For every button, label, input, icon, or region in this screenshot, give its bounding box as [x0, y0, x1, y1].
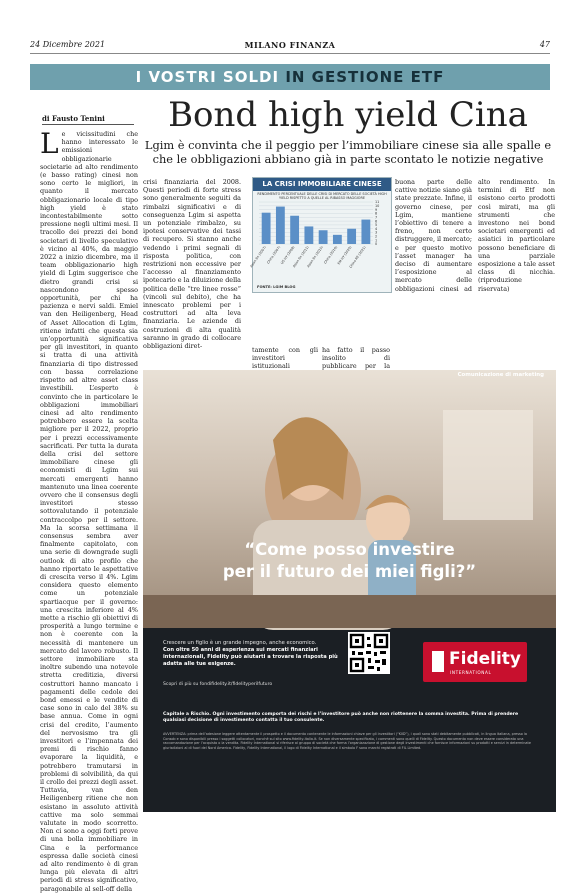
subheadline: Lgim è convinta che il peggio per l’immobiliare cinese sia alle spalle e che le obbligazioni abbiano già in parte scontato le notizie negative: [144, 138, 552, 166]
x-tick-label: China (2007): [266, 245, 282, 265]
ad-copy-bold: Con oltre 50 anni di esperienza sui mercati finanziari internazionali, Fidelity può aiutarti a trovare la risposta più adatta alle tue esigenze.: [163, 647, 338, 667]
x-tick-label: China RE (2021): [348, 245, 367, 269]
qr-code-icon: [348, 632, 390, 674]
chart-bar: [333, 235, 342, 244]
ad-photo-illustration: [143, 370, 556, 628]
qr-code-graphic: [348, 632, 390, 674]
chart-bar: [347, 229, 356, 244]
page-number: 47: [539, 40, 550, 49]
article-column-3: tamente con gli investitori istituzionali: [252, 346, 318, 371]
ad-quote-line-1: “Come posso investire: [244, 540, 455, 559]
chart-subtitle: RENDIMENTO PERCENTUALE DELLE CRISI DI MERCATO DELLE SOCIETÀ HIGH YIELD RISPETTO A QUELLE AL RIBASSO MAGGIORE: [257, 192, 387, 200]
chart-box: [249, 177, 392, 293]
y-tick-label: 4: [375, 226, 378, 231]
chart-bar: [276, 207, 285, 244]
y-tick-label: 8: [375, 211, 378, 216]
y-tick-label: 7: [375, 215, 378, 220]
ad-copy-intro: Crescere un figlio è un grande impegno, anche economico.: [163, 640, 317, 646]
marketing-tag: Comunicazione di marketing: [457, 372, 544, 378]
ad-copy: [163, 640, 341, 668]
section-label-accent: IN GESTIONE ETF: [285, 68, 445, 86]
chart-bar: [262, 213, 271, 244]
byline: di Fausto Tenini: [42, 114, 134, 125]
chart-bar: [290, 216, 299, 244]
header-rule: [30, 53, 550, 54]
chart-source: FONTE: LGIM BLOG: [257, 285, 296, 289]
logo-sub: INTERNATIONAL: [450, 670, 492, 675]
fidelity-advertisement: [143, 370, 556, 812]
y-tick-label: 2: [375, 234, 378, 239]
fidelity-logo: [423, 642, 527, 682]
article-text: e vicissitudini che hanno interessato le emissioni obbligazionarie societarie ad alto rendimento (e basso rating) cinesi non sono certo le migliori, in quanto il mercato obbligazionario locale di tipo high yield è stato incontestabilmente sotto pressione negli ultimi mesi. Il tracollo dei prezzi dei bond societari di livello speculativo è vicino al 40%, da maggio 2022 a inizio dicembre, ma il team obbligazionario high yield di Lgim suggerisce che dietro grandi crisi si nascondono spesso opportunità, per chi ha pazienza e nervi saldi. Emiel van den Heiligenberg, Head of Asset Allocation di Lgim, ritiene infatti che questa sia un’opportunità significativa per gli investitori, in quanto si tratta di una attività finanziaria di tipo distressed con bassa correlazione rispetto ad altre asset class investibili. L’esperto è convinto che in particolare le obbligazioni immobiliari cinesi ad alto rendimento potrebbero essere la scelta migliore per il 2022, proprio per i prezzi eccessivamente sacrificati. Per tutta la durata della crisi del settore immobiliare cinese gli economisti di Lgim sui mercati emergenti hanno mantenuto una linea coerente ovvero che il consensus degli investitori stesso sottovalutando il potenziale contraccolpo per il settore. Ma la scorsa settimana il consensus sembra aver finalmente capitolato, con una serie di downgrade sugli outlook di alto profilo che hanno riportato le aspettative di crescita verso il 4%. Lgim considera questo elemento come un potenziale spartiacque per il governo: una crescita inferiore al 4% mette a rischio gli obiettivi di prosperità a lungo termine e non è coerente con la necessità di mantenere un mercato del lavoro robusto. Il settore immobiliare sta inoltre subendo una notevole stretta creditizia, diversi costruttori hanno mancato i pagamenti delle cedole dei bond emessi e le vendite di case sono in calo del 38% su base annua. Come in ogni crisi del credito, l’aumento del nervosismo tra gli investitori e l’impennata dei premi di rischio fanno evaporare la liquidità, e potrebbero tramutarsi in problemi di solvibilità, da qui il crollo dei prezzi degli asset. Tuttavia, van den Heiligenberg ritiene che non esistano in assoluto attività cattive ma solo semmai valutate in modo scorretto. Non ci sono a oggi forti prove di una bolla immobiliare in Cina e la performance espressa dalle società cinesi ad alto rendimento è di gran lunga più elevata di altri periodi di stress significativo, paragonabile al sell-off della: [40, 130, 138, 893]
section-label: I VOSTRI SOLDI: [135, 68, 280, 86]
headline: Bond high yield Cina: [168, 95, 528, 135]
legal-disclaimer: AVVERTENZA: prima dell’adesione leggere attentamente il prospetto e il documento contenente le informazioni chiave per gli investitori (“KIID”), i quali sono stati debitamente pubblicati, in lingua italiana, presso la Consob e sono disponibili presso i soggetti collocatori, nonché sul sito www.fidelity-italia.it. Se non diversamente specificato, i commenti sono quelli di Fidelity. Questo documento non deve essere considerato una raccomandazione per l’acquisto o la vendita. Fidelity International si riferisce al gruppo di società che forma l’organizzazione di gestione degli investimenti che fornisce informazioni su prodotti e servizi in determinate giurisdizioni al di fuori del Nord America. Fidelity, Fidelity International, il logo di Fidelity International e il simbolo F sono marchi registrati di FIL Limited.: [163, 732, 531, 750]
x-tick-label: EM HY (2020): [336, 245, 353, 266]
y-tick-label: 11: [375, 200, 380, 205]
x-tick-label: Asian fin (2015): [306, 245, 324, 269]
x-tick-label: Asian fin (2007): [249, 245, 267, 269]
bar-chart: [249, 200, 387, 274]
publication-name: MILANO FINANZA: [244, 40, 336, 50]
logo-name: Fidelity: [449, 649, 522, 669]
y-tick-label: 10: [375, 204, 380, 209]
article-column-1: [40, 127, 138, 893]
ad-quote-line-2: per il futuro dei miei figli?”: [222, 562, 477, 581]
chart-title: LA CRISI IMMOBILIARE CINESE: [253, 178, 391, 191]
issue-date: 24 Dicembre 2021: [30, 40, 106, 49]
y-tick-label: 1: [375, 238, 378, 243]
chart-bar: [304, 226, 313, 244]
chart-bar: [319, 230, 328, 244]
ad-link-text: Scopri di più su fondifidelity.it/fidelityperilfuturo: [163, 682, 273, 687]
y-tick-label: 5: [375, 223, 378, 228]
chart-bar: [361, 220, 370, 244]
article-column-2: crisi finanziaria del 2008. Questi periodi di forte stress sono generalmente seguiti da rimbalzi significativi e di conseguenza Lgim si aspetta un potenziale rimbalzo, su ipotesi conservative dei tassi di recupero. Si stanno anche vedendo i primi segnali di risposta politica, con restrizioni non eccessive per l’accesso al finanziamento ipotecario e la diluizione della politica delle “tre linee rosse” (vincoli sul debito), che ha innescato problemi per i costruttori ad alta leva finanziaria. Le aziende di costruzioni di alta qualità saranno in grado di collocare obbligazioni diret-: [143, 178, 241, 351]
section-banner: [30, 64, 550, 90]
risk-disclaimer: Capitale a Rischio. Ogni investimento comporta dei rischi e l’investitore può anche non riottenere la somma investita. Prima di prendere qualsiasi decisione di investimento contatta il tuo consulente.: [163, 712, 519, 724]
y-tick-label: 6: [375, 219, 378, 224]
article-column-4: ha fatto il passo insolito di pubblicare per la: [322, 346, 390, 371]
x-tick-label: China (2016): [323, 245, 339, 265]
drop-cap: L: [40, 127, 59, 160]
fidelity-f-icon: [432, 651, 444, 672]
page-header: [30, 40, 550, 52]
x-tick-label: US HY (2008): [279, 245, 296, 266]
article-column-5: buona parte delle cattive notizie siano già state prezzate. Infine, il governo cinese, per Lgim, mantiene l’obiettivo di tenere a freno, non certo distruggere, il mercato; e per questo motivo l’asset manager ha deciso di aumentare l’esposizione al mercato delle obbligazioni cinesi ad alto rendimento. In termini di Etf non esistono certo prodotti così mirati, ma gli strumenti che investono nei bond societari emergenti ed asiatici in particolare possono beneficiare di una parziale esposizione a tale asset class di nicchia. (riproduzione riservata): [395, 178, 555, 293]
ad-photo: [143, 370, 556, 628]
y-tick-label: 3: [375, 230, 378, 235]
y-tick-label: 0: [375, 242, 378, 247]
y-tick-label: 9: [375, 207, 378, 212]
x-tick-label: Asian fin (2011): [291, 245, 310, 269]
